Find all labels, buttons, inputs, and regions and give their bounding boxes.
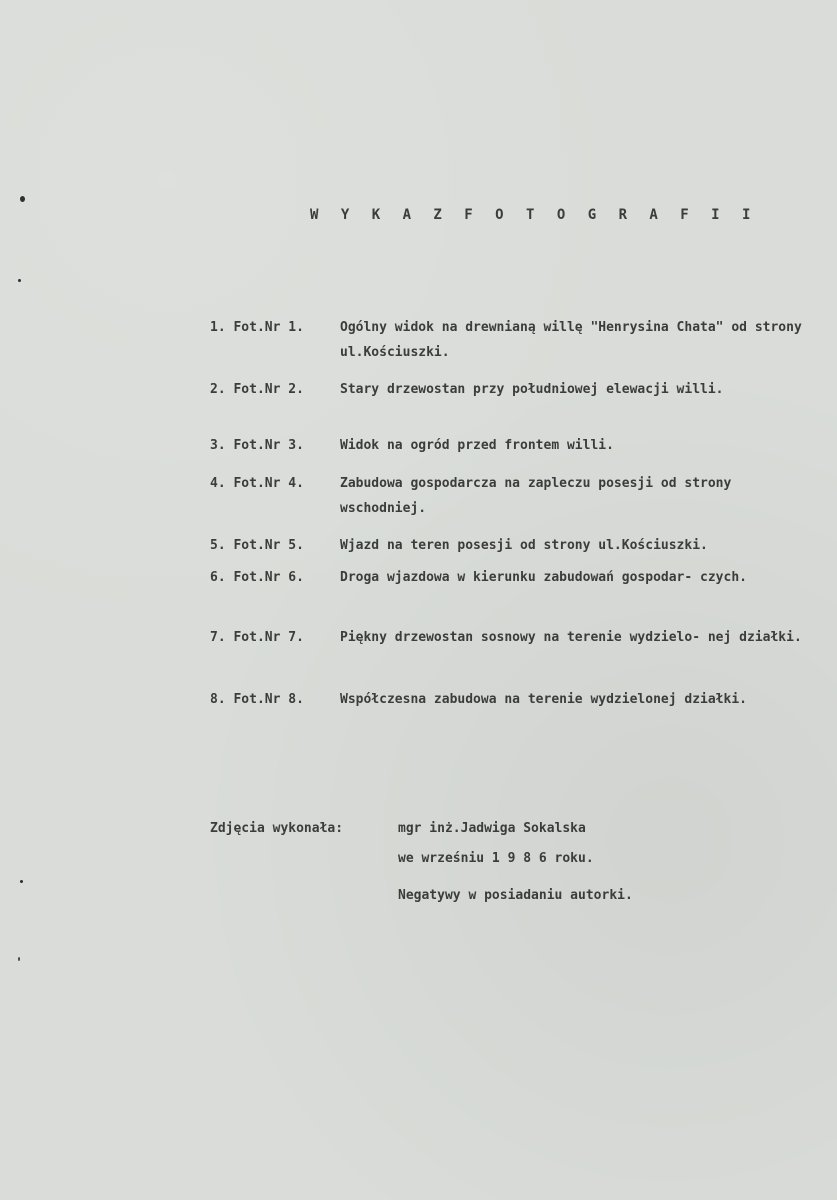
photo-label: 4. Fot.Nr 4.	[210, 476, 304, 491]
photo-description: Ogólny widok na drewnianą willę "Henrysina Chata" od strony ul.Kościuszki.	[340, 320, 802, 360]
photo-description: Zabudowa gospodarcza na zapleczu posesji od strony wschodniej.	[340, 476, 732, 516]
photo-description: Droga wjazdowa w kierunku zabudowań gospodar- czych.	[340, 570, 747, 585]
punch-mark	[18, 957, 20, 961]
document-title: W Y K A Z F O T O G R A F I I	[310, 207, 758, 223]
photo-description: Stary drzewostan przy południowej elewacji willi.	[340, 382, 724, 397]
photo-label: 6. Fot.Nr 6.	[210, 570, 304, 585]
photographer-label: Zdjęcia wykonała:	[210, 821, 344, 836]
photo-label: 8. Fot.Nr 8.	[210, 692, 304, 707]
photo-description: Wjazd na teren posesji od strony ul.Kościuszki.	[340, 538, 708, 553]
negatives-note: Negatywy w posiadaniu autorki.	[398, 888, 633, 903]
photo-label: 2. Fot.Nr 2.	[210, 382, 304, 397]
photo-label: 3. Fot.Nr 3.	[210, 438, 304, 453]
photo-description: Piękny drzewostan sosnowy na terenie wydzielo- nej działki.	[340, 630, 802, 645]
photo-label: 1. Fot.Nr 1.	[210, 320, 304, 335]
punch-mark	[20, 196, 25, 202]
photo-date: we wrześniu 1 9 8 6 roku.	[398, 851, 594, 866]
photo-description: Widok na ogród przed frontem willi.	[340, 438, 614, 453]
photo-label: 5. Fot.Nr 5.	[210, 538, 304, 553]
photo-label: 7. Fot.Nr 7.	[210, 630, 304, 645]
punch-mark	[20, 880, 23, 883]
punch-mark	[18, 279, 21, 282]
photo-description: Współczesna zabudowa na terenie wydzielonej działki.	[340, 692, 747, 707]
photographer-name: mgr inż.Jadwiga Sokalska	[398, 821, 586, 836]
